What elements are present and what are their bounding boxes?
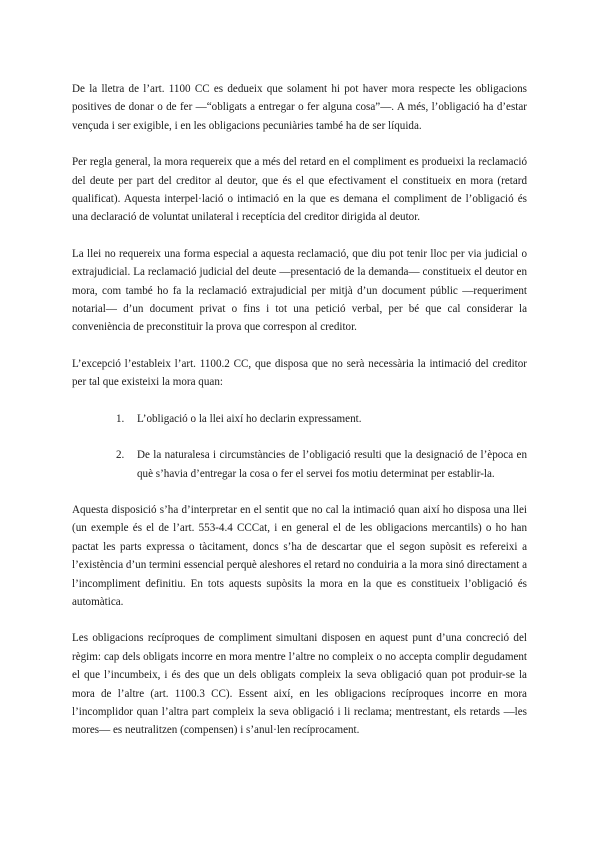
paragraph-5: Aquesta disposició s’ha d’interpretar en el sentit que no cal la intimació quan així ho disposa una llei (un exemple és el de l’art. 553-4.4 CCCat, i en general el de les obligacions mercantils) o ho han pactat les parts expressa o tàcitament, doncs s’ha de descartar que el segon supòsit es refereixi a l’existència d’un termini essencial perquè aleshores el retard no conduiria a la mora sinó directament a l’incompliment definitiu. En tots aquests supòsits la mora en la que es constitueix l’obligació és automàtica. — [72, 503, 527, 608]
paragraph-6: Les obligacions recíproques de compliment simultani disposen en aquest punt d’una concreció del règim: cap dels obligats incorre en mora mentre l’altre no compleix o no accepta complir degudament el que l’incumbeix, i és des que un dels obligats compleix la seva obligació quan pot produir-se la mora de l’altre (art. 1100.3 CC). Essent així, en les obligacions recíproques incorre en mora l’incomplidor quan l’altra part compleix la seva obligació i li reclama; mentrestant, els retards —les mores— es neutralitzen (compensen) i s’anul·len recíprocament. — [72, 632, 527, 737]
document-page — [72, 80, 527, 758]
list-item — [72, 410, 527, 428]
paragraph-2: Per regla general, la mora requereix que a més del retard en el compliment es produeixi la reclamació del deute per part del creditor al deutor, que és el que efectivament el constitueix en mora (retard qualificat). Aquesta interpel·lació o intimació en la que es demana el compliment de l’obligació és una declaració de voluntat unilateral i receptícia del creditor dirigida al deutor. — [72, 156, 527, 224]
list-item-text: L’obligació o la llei així ho declarin expressament. — [137, 412, 362, 425]
list-item-number: 1. — [116, 412, 125, 425]
list-item — [72, 446, 527, 483]
paragraph-4: L’excepció l’estableix l’art. 1100.2 CC, que disposa que no serà necessària la intimació del creditor per tal que existeixi la mora quan: — [72, 357, 527, 389]
list-item-number: 2. — [116, 449, 125, 462]
list-item-text: De la naturalesa i circumstàncies de l’obligació resulti que la designació de l’època en què s’havia d’entregar la cosa o fer el servei fos motiu determinat per establir-la. — [137, 449, 527, 480]
numbered-list — [72, 410, 527, 483]
paragraph-3: La llei no requereix una forma especial a aquesta reclamació, que diu pot tenir lloc per via judicial o extrajudicial. La reclamació judicial del deute —presentació de la demanda— constitueix el deutor en mora, com també ho fa la reclamació extrajudicial per mitjà d’un document públic —requeriment notarial— d’un document privat o fins i tot una petició verbal, per bé que cal considerar la conveniència de preconstituir la prova que correspon al creditor. — [72, 247, 527, 334]
paragraph-1: De la lletra de l’art. 1100 CC es dedueix que solament hi pot haver mora respecte les obligacions positives de donar o de fer —“obligats a entregar o fer alguna cosa”—. A més, l’obligació ha d’estar vençuda i ser exigible, i en les obligacions pecuniàries també ha de ser líquida. — [72, 83, 527, 132]
